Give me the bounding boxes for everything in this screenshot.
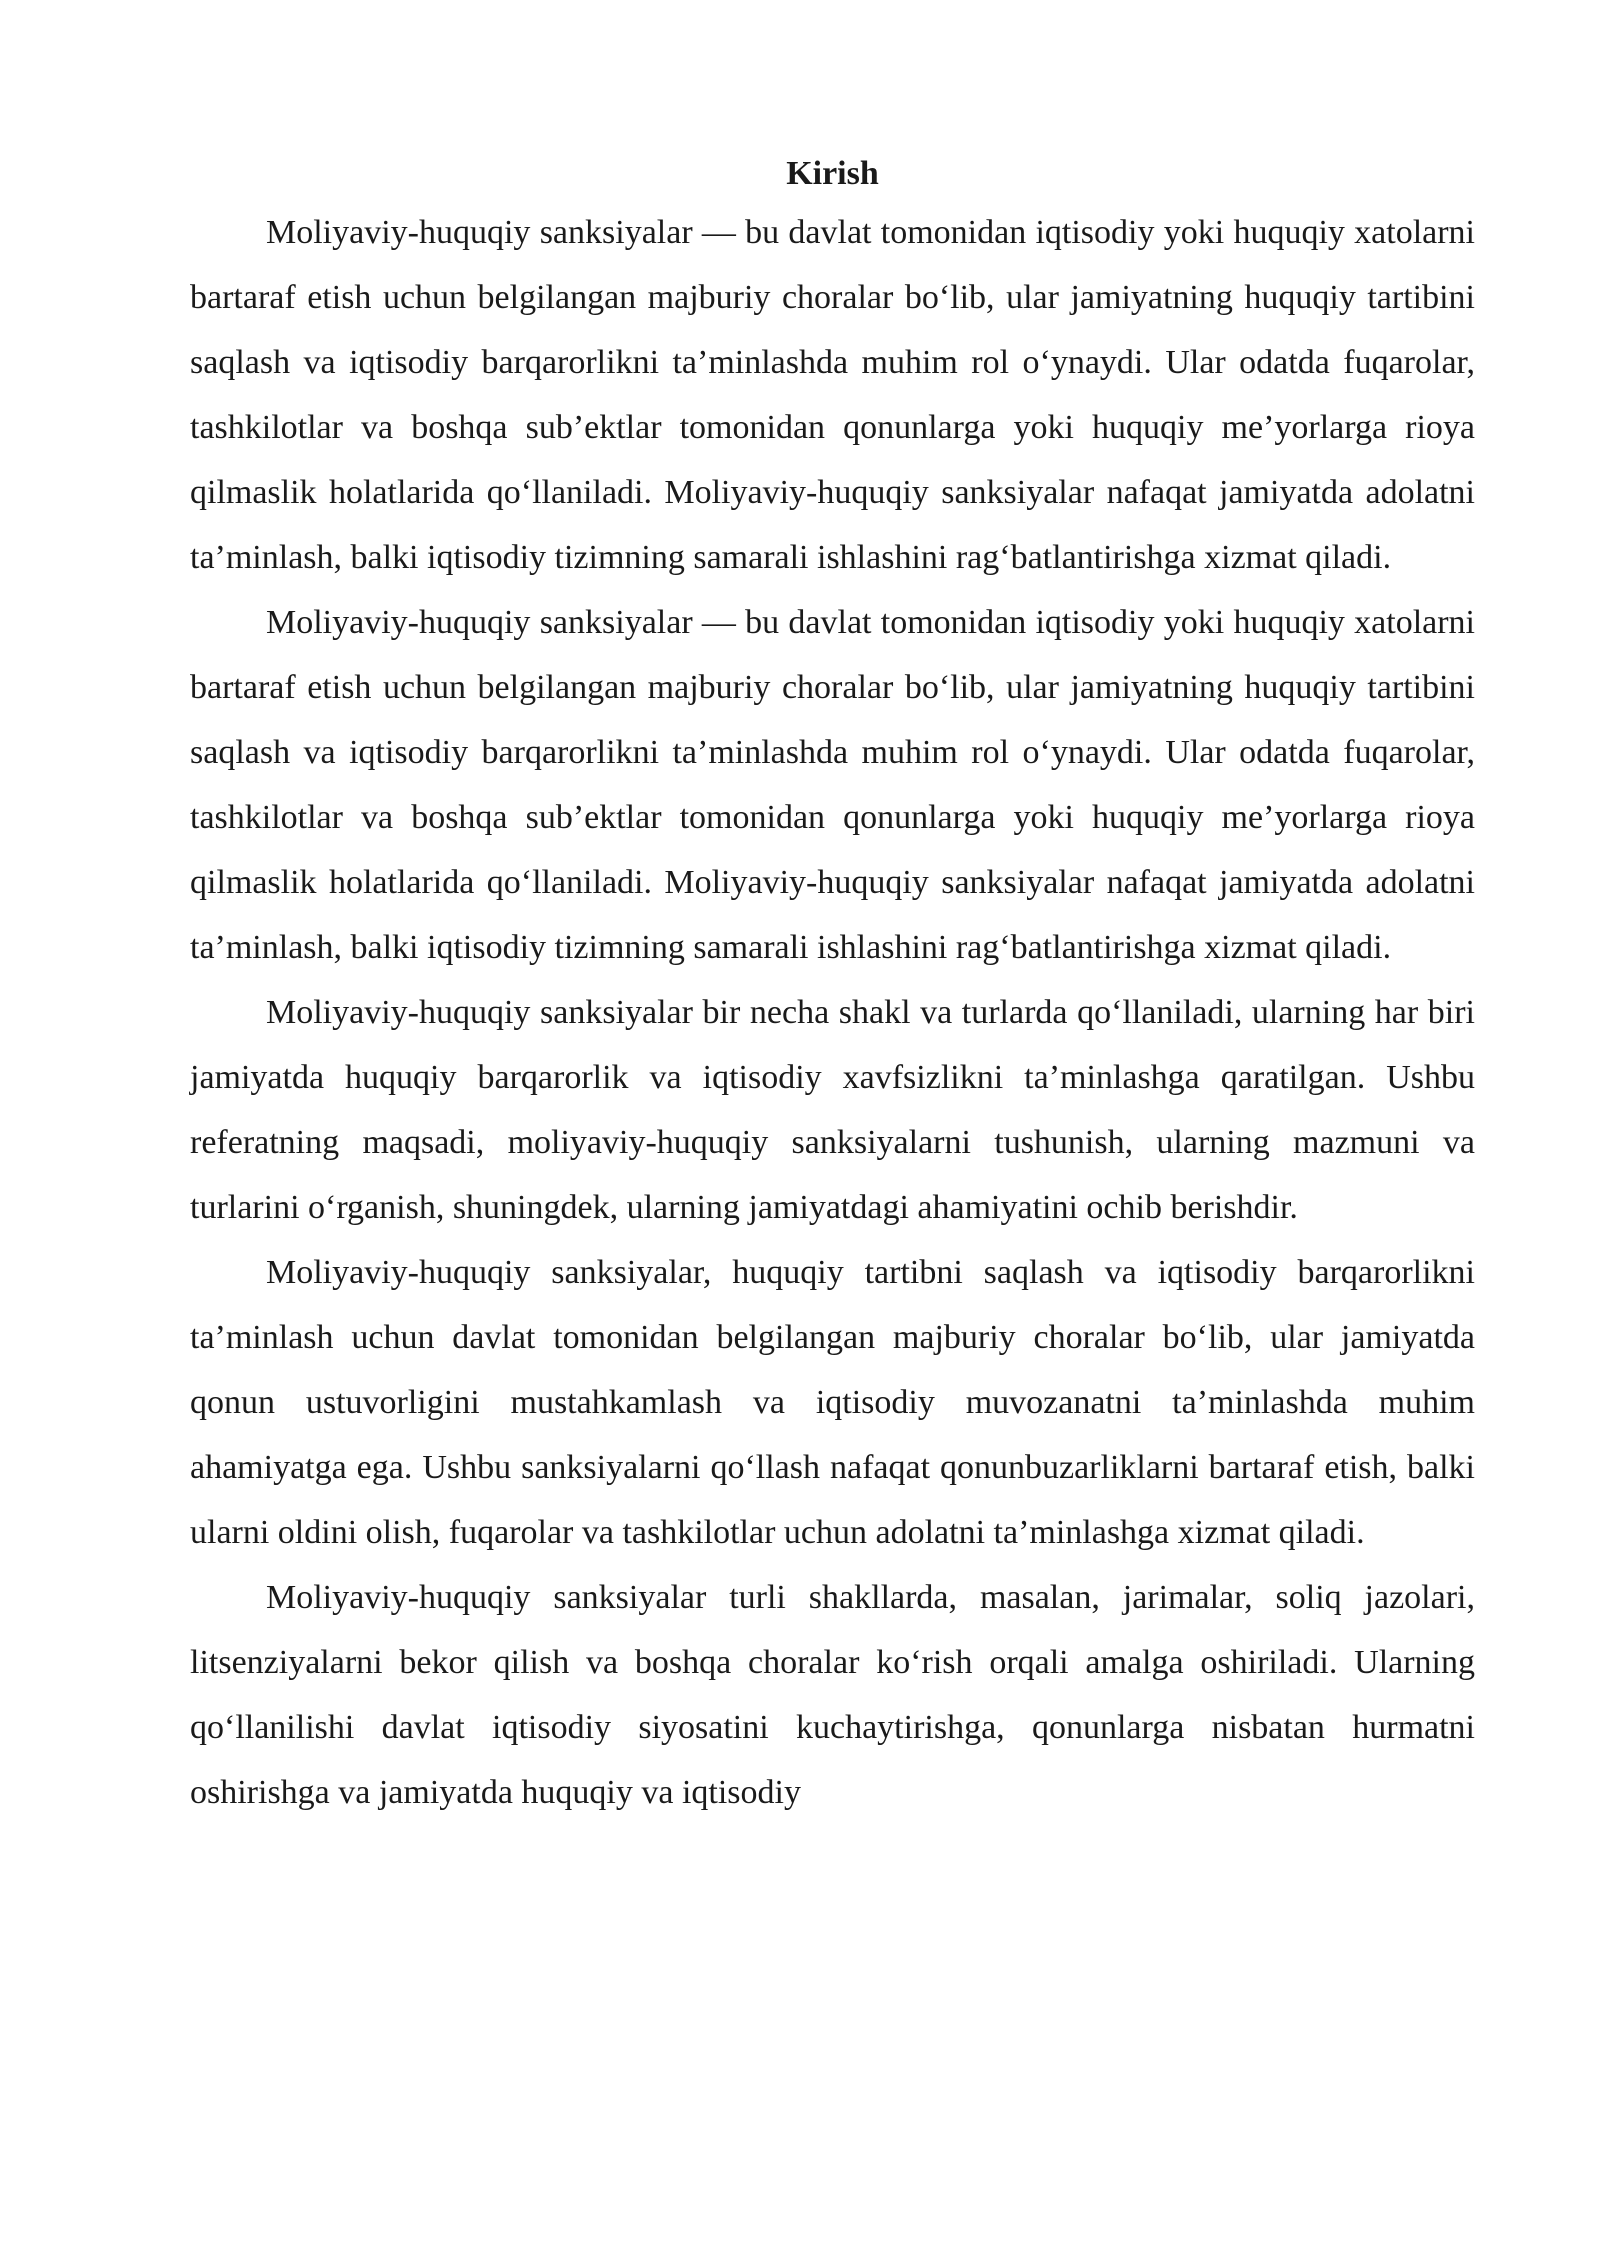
- document-body: [190, 148, 1475, 1825]
- paragraph: Moliyaviy-huquqiy sanksiyalar — bu davlat tomonidan iqtisodiy yoki huquqiy xatolarni bartaraf etish uchun belgilangan majburiy choralar bo‘lib, ular jamiyatning huquqiy tartibini saqlash va iqtisodiy barqarorlikni ta’minlashda muhim rol o‘ynaydi. Ular odatda fuqarolar, tashkilotlar va boshqa sub’ektlar tomonidan qonunlarga yoki huquqiy me’yorlarga rioya qilmaslik holatlarida qo‘llaniladi. Moliyaviy-huquqiy sanksiyalar nafaqat jamiyatda adolatni ta’minlash, balki iqtisodiy tizimning samarali ishlashini rag‘batlantirishga xizmat qiladi.: [190, 604, 1475, 966]
- paragraph: Moliyaviy-huquqiy sanksiyalar — bu davlat tomonidan iqtisodiy yoki huquqiy xatolarni bartaraf etish uchun belgilangan majburiy choralar bo‘lib, ular jamiyatning huquqiy tartibini saqlash va iqtisodiy barqarorlikni ta’minlashda muhim rol o‘ynaydi. Ular odatda fuqarolar, tashkilotlar va boshqa sub’ektlar tomonidan qonunlarga yoki huquqiy me’yorlarga rioya qilmaslik holatlarida qo‘llaniladi. Moliyaviy-huquqiy sanksiyalar nafaqat jamiyatda adolatni ta’minlash, balki iqtisodiy tizimning samarali ishlashini rag‘batlantirishga xizmat qiladi.: [190, 214, 1475, 576]
- paragraph: Moliyaviy-huquqiy sanksiyalar bir necha shakl va turlarda qo‘llaniladi, ularning har biri jamiyatda huquqiy barqarorlik va iqtisodiy xavfsizlikni ta’minlashga qaratilgan. Ushbu referatning maqsadi, moliyaviy-huquqiy sanksiyalarni tushunish, ularning mazmuni va turlarini o‘rganish, shuningdek, ularning jamiyatdagi ahamiyatini ochib berishdir.: [190, 994, 1475, 1226]
- paragraph: Moliyaviy-huquqiy sanksiyalar, huquqiy tartibni saqlash va iqtisodiy barqarorlikni ta’minlash uchun davlat tomonidan belgilangan majburiy choralar bo‘lib, ular jamiyatda qonun ustuvorligini mustahkamlash va iqtisodiy muvozanatni ta’minlashda muhim ahamiyatga ega. Ushbu sanksiyalarni qo‘llash nafaqat qonunbuzarliklarni bartaraf etish, balki ularni oldini olish, fuqarolar va tashkilotlar uchun adolatni ta’minlashga xizmat qiladi.: [190, 1254, 1475, 1551]
- paragraph: Moliyaviy-huquqiy sanksiyalar turli shakllarda, masalan, jarimalar, soliq jazolari, litsenziyalarni bekor qilish va boshqa choralar ko‘rish orqali amalga oshiriladi. Ularning qo‘llanilishi davlat iqtisodiy siyosatini kuchaytirishga, qonunlarga nisbatan hurmatni oshirishga va jamiyatda huquqiy va iqtisodiy: [190, 1579, 1475, 1811]
- page-title: Kirish: [786, 155, 879, 192]
